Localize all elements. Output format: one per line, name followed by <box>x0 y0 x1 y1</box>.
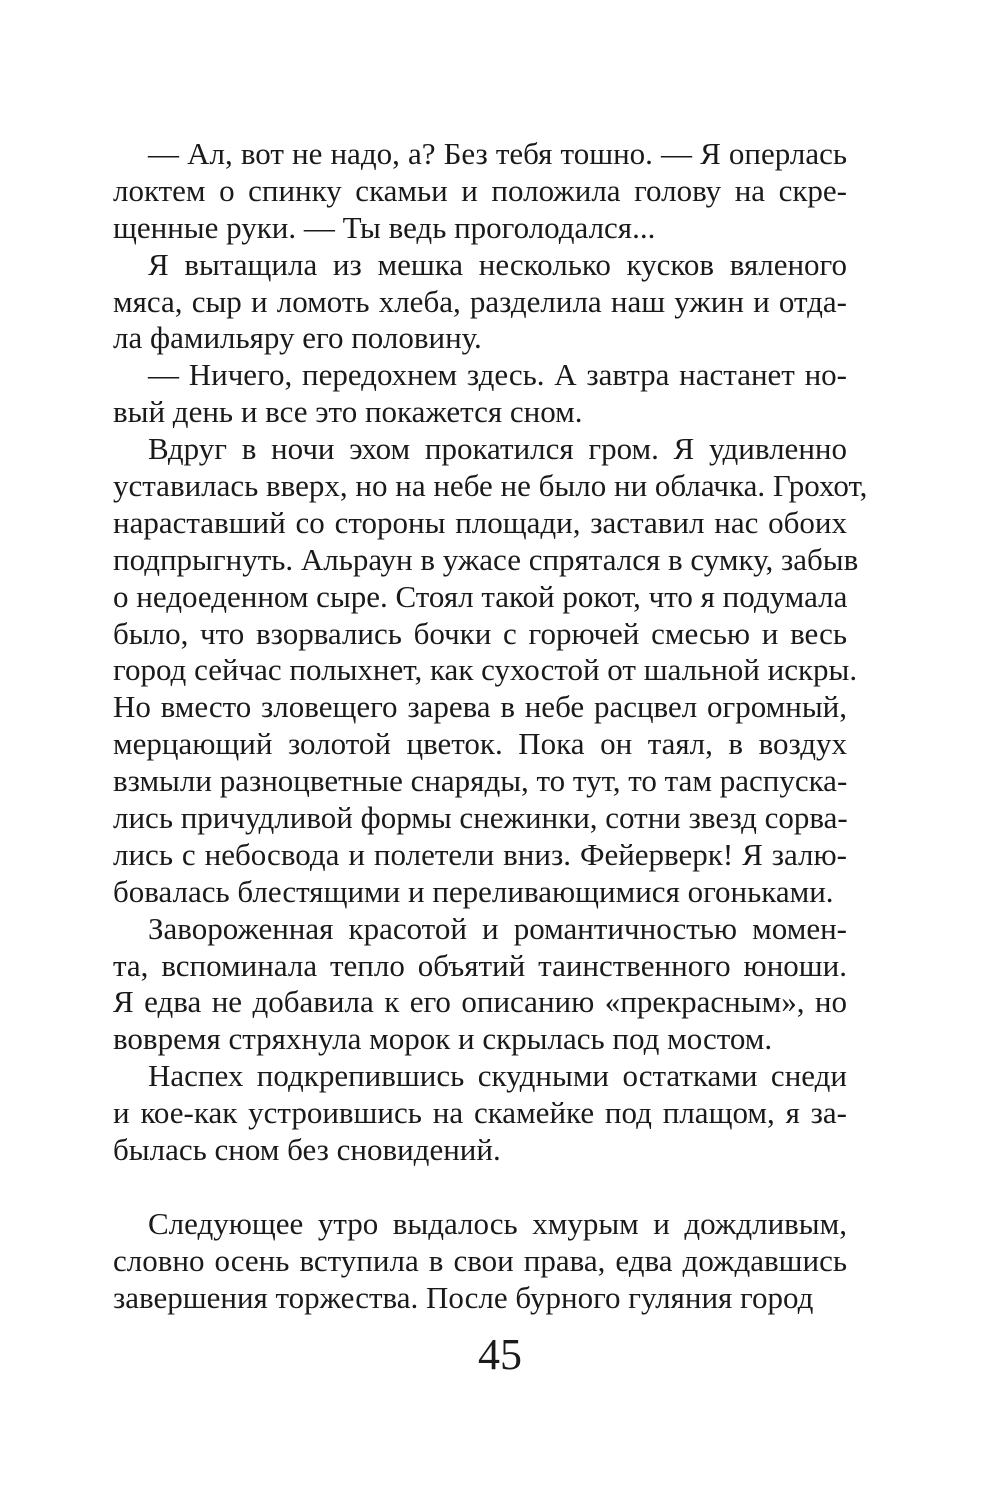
text-section-2 <box>113 1206 847 1317</box>
paragraph <box>113 247 847 358</box>
text-line: завершения торжества. После бурного гуляния город <box>113 1279 814 1315</box>
text-line: уставилась вверх, но на небе не было ни облачка. Грохот, <box>113 468 868 504</box>
text-line: мяса, сыр и ломоть хлеба, разделила наш ужин и отда- <box>113 283 847 319</box>
section-break <box>113 1169 847 1206</box>
text-line: вый день и все это покажется сном. <box>113 394 583 430</box>
paragraph <box>113 357 847 431</box>
text-line: Наспех подкрепившись скудными остатками снеди <box>148 1058 847 1094</box>
text-line: нараставший со стороны площади, заставил нас обоих <box>113 504 847 540</box>
text-line: о недоеденном сыре. Стоял такой рокот, что я подумала <box>113 578 848 614</box>
text-line: Вдруг в ночи эхом прокатился гром. Я удивленно <box>148 431 847 467</box>
text-line: ла фамильяру его половину. <box>113 320 482 356</box>
text-line: былась сном без сновидений. <box>113 1132 501 1168</box>
text-line: Но вместо зловещего зарева в небе расцвел огромный, <box>113 689 847 725</box>
text-line: лись причудливой формы снежинки, сотни звезд сорва- <box>113 800 848 836</box>
paragraph <box>113 911 847 1059</box>
text-line: вовремя стряхнула морок и скрылась под мостом. <box>113 1021 773 1057</box>
text-line: — Ал, вот не надо, а? Без тебя тошно. — Я оперлась <box>148 136 847 171</box>
text-line: локтем о спинку скамьи и положила голову на скре- <box>113 172 847 208</box>
paragraph <box>113 431 868 911</box>
text-line: та, вспоминала тепло объятий таинственного юноши. <box>113 947 847 983</box>
text-line: и кое-как устроившись на скамейке под плащом, я за- <box>113 1095 847 1131</box>
text-line: было, что взорвались бочки с горючей смесью и весь <box>113 615 847 651</box>
text-line: словно осень вступила в свои права, едва дождавшись <box>113 1242 847 1278</box>
text-line: Я едва не добавила к его описанию «прекрасным», но <box>113 984 847 1020</box>
text-line: Я вытащила из мешка несколько кусков вяленого <box>148 246 847 282</box>
text-line: щенные руки. — Ты ведь проголодался... <box>113 209 656 245</box>
text-section-1 <box>113 136 868 1169</box>
paragraph <box>113 1206 847 1317</box>
text-line: мерцающий золотой цветок. Пока он таял, в воздух <box>113 726 847 762</box>
paragraph <box>113 136 847 247</box>
body-text <box>113 136 868 1317</box>
text-line: — Ничего, передохнем здесь. А завтра настанет но- <box>148 357 847 393</box>
text-line: город сейчас полыхнет, как сухостой от шальной искры. <box>113 652 858 688</box>
text-line: Завороженная красотой и романтичностью момен- <box>148 910 847 946</box>
text-line: подпрыгнуть. Альраун в ужасе спрятался в сумку, забыв <box>113 541 859 577</box>
text-line: Следующее утро выдалось хмурым и дождливым, <box>148 1205 847 1241</box>
page-number: 45 <box>478 1330 522 1379</box>
text-line: взмыли разноцветные снаряды, то тут, то там распуска- <box>113 763 848 799</box>
paragraph <box>113 1058 847 1169</box>
text-line: лись с небосвода и полетели вниз. Фейерверк! Я залю- <box>113 836 847 872</box>
text-line: бовалась блестящими и переливающимися огоньками. <box>113 873 834 909</box>
